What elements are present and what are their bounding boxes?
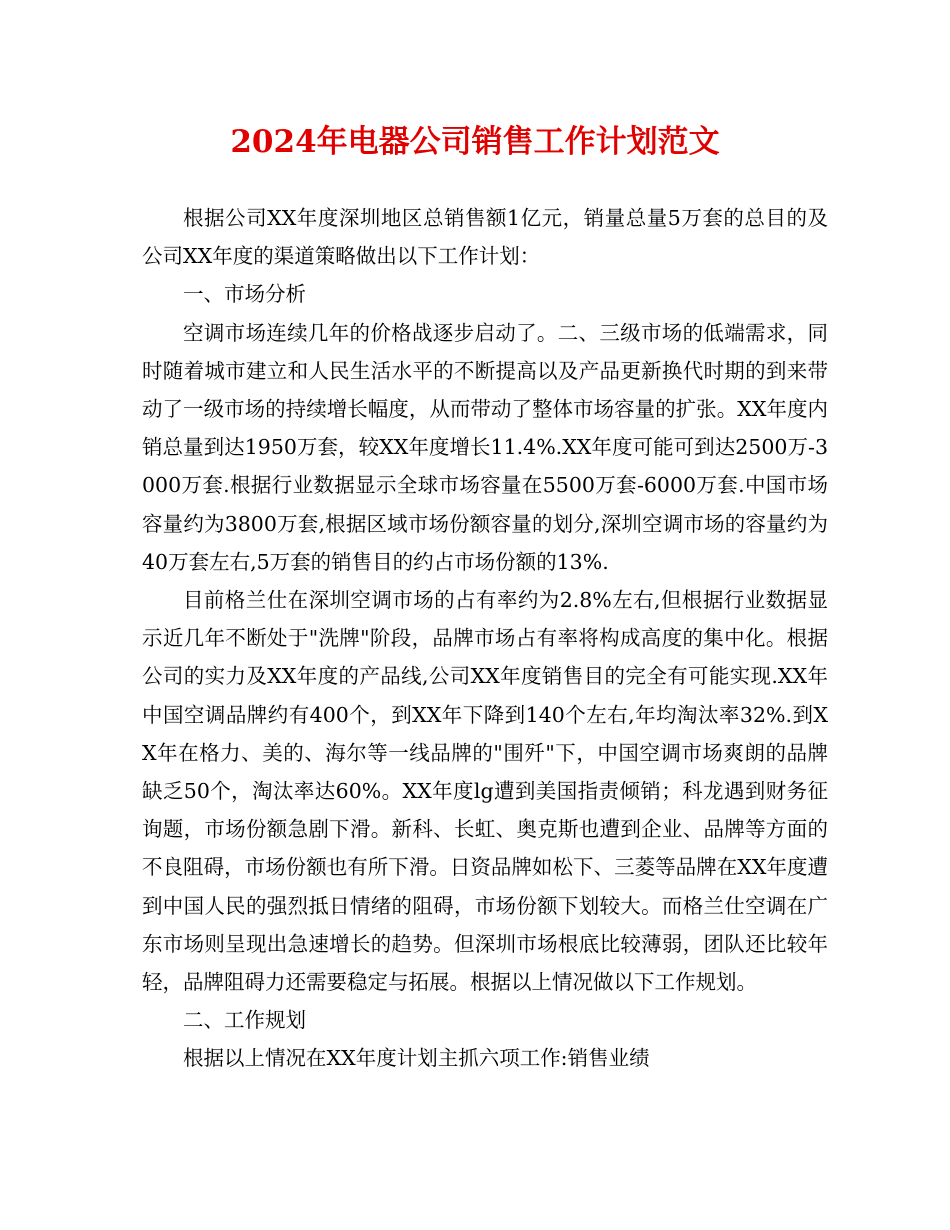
section-heading-market-analysis: 一、市场分析 xyxy=(183,282,306,307)
section-heading-work-plan: 二、工作规划 xyxy=(183,1008,306,1033)
paragraph-intro: 根据公司XX年度深圳地区总销售额1亿元，销量总量5万套的总目的及公司XX年度的渠道策略做出以下工作计划： xyxy=(142,206,828,269)
paragraph-brand-competition: 目前格兰仕在深圳空调市场的占有率约为2.8%左右,但根据行业数据显示近几年不断处于"洗牌"阶段，品牌市场占有率将构成高度的集中化。根据公司的实力及XX年度的产品线,公司XX年度销售目的完全有可能实现.XX年中国空调品牌约有400个，到XX年下降到140个左右,年均淘汰率32%.到XX年在格力、美的、海尔等一线品牌的"围歼"下，中国空调市场爽朗的品牌缺乏50个，淘汰率达60%。XX年度lg遭到美国指责倾销；科龙遇到财务征询题，市场份额急剧下滑。新科、长虹、奥克斯也遭到企业、品牌等方面的不良阻碍，市场份额也有所下滑。日资品牌如松下、三菱等品牌在XX年度遭到中国人民的强烈抵日情绪的阻碍，市场份额下划较大。而格兰仕空调在广东市场则呈现出急速增长的趋势。但深圳市场根底比较薄弱，团队还比较年轻，品牌阻碍力还需要稳定与拓展。根据以上情况做以下工作规划。 xyxy=(142,588,828,995)
paragraph-work-plan: 根据以上情况在XX年度计划主抓六项工作:销售业绩 xyxy=(183,1046,650,1071)
document-title: 2024年电器公司销售工作计划范文 xyxy=(230,124,720,160)
document-body xyxy=(142,199,828,1078)
paragraph-market-capacity: 空调市场连续几年的价格战逐步启动了。二、三级市场的低端需求，同时随着城市建立和人民生活水平的不断提高以及产品更新换代时期的到来带动了一级市场的持续增长幅度，从而带动了整体市场容量的扩张。XX年度内销总量到达1950万套，较XX年度增长11.4%.XX年度可能可到达2500万-3000万套.根据行业数据显示全球市场容量在5500万套-6000万套.中国市场容量约为3800万套,根据区域市场份额容量的划分,深圳空调市场的容量约为40万套左右,5万套的销售目的约占市场份额的13%. xyxy=(142,320,828,574)
